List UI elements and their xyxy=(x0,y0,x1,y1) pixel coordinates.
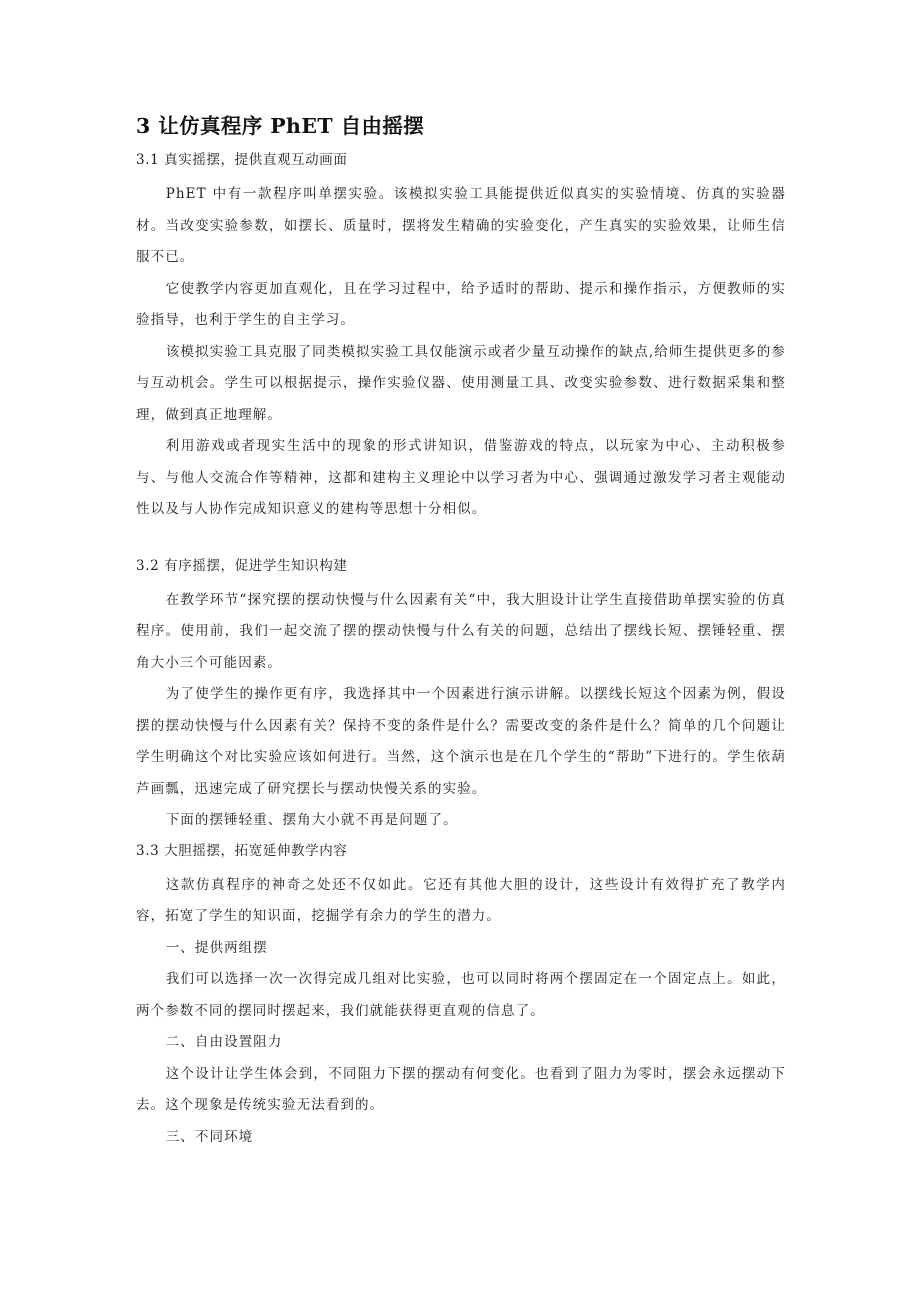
paragraph: PhET 中有一款程序叫单摆实验。该模拟实验工具能提供近似真实的实验情境、仿真的实验器材。当改变实验参数，如摆长、质量时，摆将发生精确的实验变化，产生真实的实验效果，让师生信服不已。 xyxy=(136,186,786,265)
paragraph: 为了使学生的操作更有序，我选择其中一个因素进行演示讲解。以摆线长短这个因素为例，假设摆的摆动快慢与什么因素有关？保持不变的条件是什么？需要改变的条件是什么？简单的几个问题让学生明确这个对比实验应该如何进行。当然，这个演示也是在几个学生的“帮助”下进行的。学生依葫芦画瓢，迅速完成了研究摆长与摆动快慢关系的实验。 xyxy=(136,686,786,797)
paragraph: 下面的摆锤轻重、摆角大小就不再是问题了。 xyxy=(165,812,458,828)
paragraph: 我们可以选择一次一次得完成几组对比实验，也可以同时将两个摆固定在一个固定点上。如此，两个参数不同的摆同时摆起来，我们就能获得更直观的信息了。 xyxy=(136,971,786,1019)
document-body xyxy=(136,112,786,1153)
paragraph: 在教学环节“探究摆的摆动快慢与什么因素有关“中，我大胆设计让学生直接借助单摆实验的仿真程序。使用前，我们一起交流了摆的摆动快慢与什么有关的问题，总结出了摆线长短、摆锤轻重、摆角大小三个可能因素。 xyxy=(136,591,786,671)
subsection-label: 二、自由设置阻力 xyxy=(165,1034,283,1050)
paragraph: 这款仿真程序的神奇之处还不仅如此。它还有其他大胆的设计，这些设计有效得扩充了教学内容，拓宽了学生的知识面，挖掘学有余力的学生的潜力。 xyxy=(136,876,786,924)
document-title: 3 让仿真程序 PhET 自由摇摆 xyxy=(136,114,425,138)
section-heading-3-3: 3.3 大胆摇摆，拓宽延伸教学内容 xyxy=(136,842,348,859)
subsection-label: 一、提供两组摆 xyxy=(165,939,268,956)
section-heading-3-2: 3.2 有序摇摆，促进学生知识构建 xyxy=(136,557,348,574)
paragraph: 它使教学内容更加直观化，且在学习过程中，给予适时的帮助、提示和操作指示，方便教师的实验指导，也利于学生的自主学习。 xyxy=(136,280,786,328)
section-heading-3-1: 3.1 真实摇摆，提供直观互动画面 xyxy=(136,152,348,168)
paragraph: 利用游戏或者现实生活中的现象的形式讲知识，借鉴游戏的特点，以玩家为中心、主动积极参与、与他人交流合作等精神，这都和建构主义理论中以学习者为中心、强调通过激发学习者主观能动性以及与人协作完成知识意义的建构等思想十分相似。 xyxy=(136,438,786,517)
paragraph: 该模拟实验工具克服了同类模拟实验工具仅能演示或者少量互动操作的缺点,给师生提供更多的参与互动机会。学生可以根据提示，操作实验仪器、使用测量工具、改变实验参数、进行数据采集和整理，做到真正地理解。 xyxy=(136,343,786,423)
subsection-label: 三、不同环境 xyxy=(165,1128,254,1145)
paragraph: 这个设计让学生体会到，不同阻力下摆的摆动有何变化。也看到了阻力为零时，摆会永远摆动下去。这个现象是传统实验无法看到的。 xyxy=(136,1065,786,1113)
